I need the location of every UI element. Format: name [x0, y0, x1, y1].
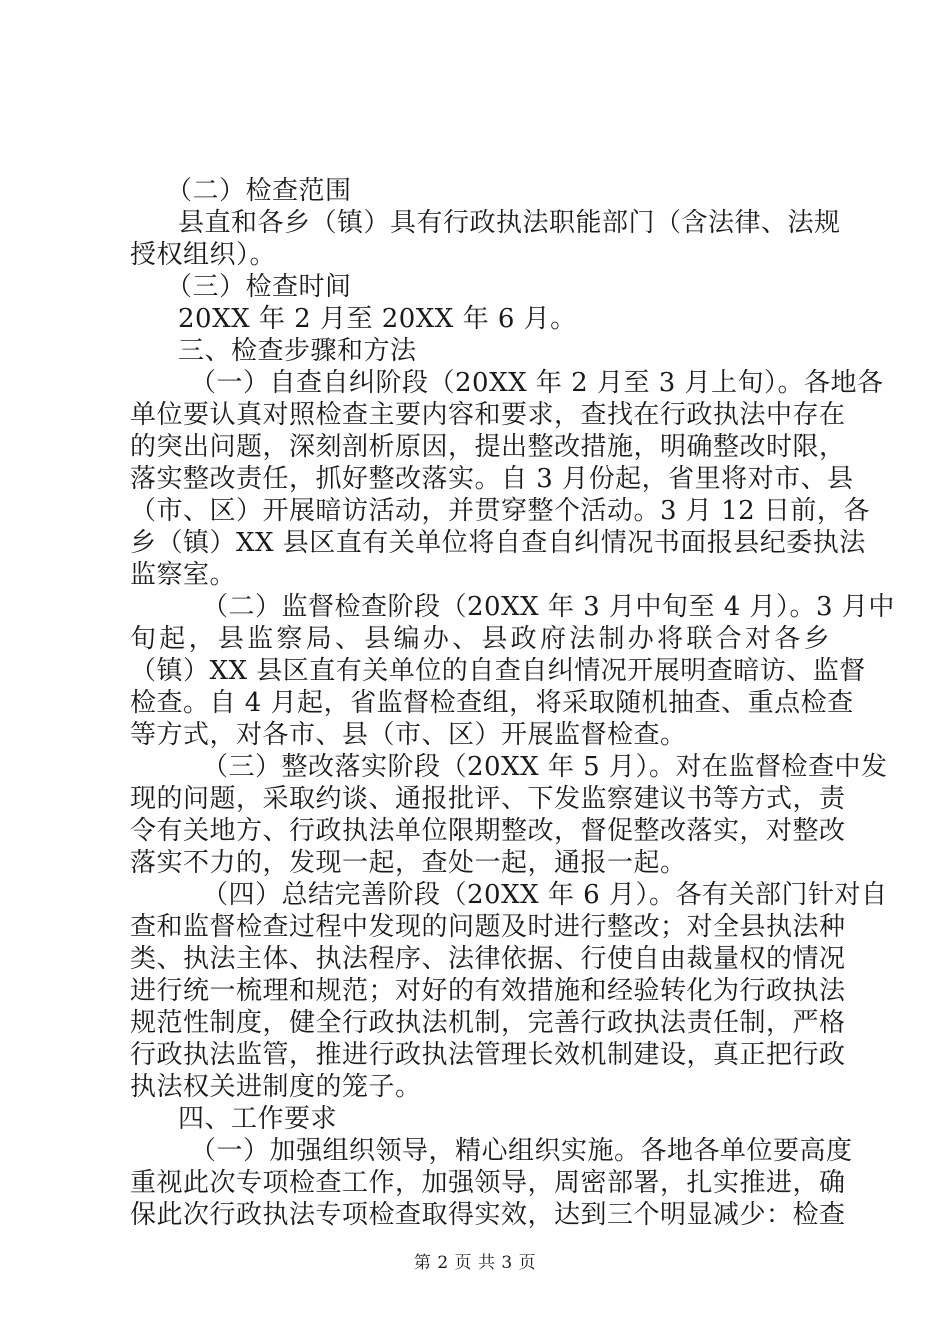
paragraph-line: 20XX 年 2 月至 20XX 年 6 月。	[178, 304, 577, 334]
section-heading: 三、检查步骤和方法	[178, 336, 417, 366]
paragraph-line: （镇）XX 县区直有关单位的自查自纠情况开展明查暗访、监督	[130, 656, 866, 686]
paragraph-line: （一）加强组织领导，精心组织实施。各地各单位要高度	[190, 1136, 853, 1166]
paragraph-line: 乡（镇）XX 县区直有关单位将自查自纠情况书面报县纪委执法	[130, 528, 866, 558]
paragraph-line: 保此次行政执法专项检查取得实效，达到三个明显减少：检查	[130, 1200, 846, 1230]
paragraph-line: 检查。自 4 月起，省监督检查组，将采取随机抽查、重点检查	[130, 688, 854, 718]
paragraph-line: 单位要认真对照检查主要内容和要求，查找在行政执法中存在	[130, 400, 846, 430]
paragraph-line: 授权组织）。	[130, 240, 277, 270]
page-number-footer: 第 2 页 共 3 页	[413, 1253, 537, 1273]
paragraph-line: 查和监督检查过程中发现的问题及时进行整改；对全县执法种	[130, 912, 846, 942]
paragraph-line: 类、执法主体、执法程序、法律依据、行使自由裁量权的情况	[130, 944, 846, 974]
paragraph-line: （四）总结完善阶段（20XX 年 6 月）。各有关部门针对自	[202, 880, 888, 910]
paragraph-line: （三）整改落实阶段（20XX 年 5 月）。对在监督检查中发	[202, 752, 888, 782]
paragraph-line: 县直和各乡（镇）具有行政执法职能部门（含法律、法规	[178, 208, 841, 238]
paragraph-line: 旬起，县监察局、县编办、县政府法制办将联合对各乡	[130, 624, 830, 654]
paragraph-line: 等方式，对各市、县（市、区）开展监督检查。	[130, 720, 687, 750]
paragraph-line: 行政执法监管，推进行政执法管理长效机制建设，真正把行政	[130, 1040, 846, 1070]
paragraph-line: 重视此次专项检查工作，加强领导，周密部署，扎实推进，确	[130, 1168, 846, 1198]
section-heading: 四、工作要求	[178, 1104, 338, 1134]
paragraph-line: 现的问题，采取约谈、通报批评、下发监察建议书等方式，责	[130, 784, 846, 814]
paragraph-line: 落实不力的，发现一起，查处一起，通报一起。	[130, 848, 687, 878]
paragraph-line: （一）自查自纠阶段（20XX 年 2 月至 3 月上旬）。各地各	[190, 368, 884, 398]
paragraph-line: 落实整改责任，抓好整改落实。自 3 月份起，省里将对市、县	[130, 464, 854, 494]
paragraph-line: 监察室。	[130, 560, 237, 590]
paragraph-line: 规范性制度，健全行政执法机制，完善行政执法责任制，严格	[130, 1008, 846, 1038]
paragraph-line: 令有关地方、行政执法单位限期整改，督促整改落实，对整改	[130, 816, 846, 846]
paragraph-line: 进行统一梳理和规范；对好的有效措施和经验转化为行政执法	[130, 976, 846, 1006]
paragraph-line: 的突出问题，深刻剖析原因，提出整改措施，明确整改时限，	[130, 432, 846, 462]
paragraph-line: （市、区）开展暗访活动，并贯穿整个活动。3 月 12 日前，各	[130, 496, 870, 526]
paragraph-line: （二）监督检查阶段（20XX 年 3 月中旬至 4 月）。3 月中	[202, 592, 895, 622]
section-heading: （三）检查时间	[166, 272, 352, 302]
document-body	[130, 175, 895, 1231]
paragraph-line: 执法权关进制度的笼子。	[130, 1072, 422, 1102]
section-heading: （二）检查范围	[166, 176, 352, 206]
